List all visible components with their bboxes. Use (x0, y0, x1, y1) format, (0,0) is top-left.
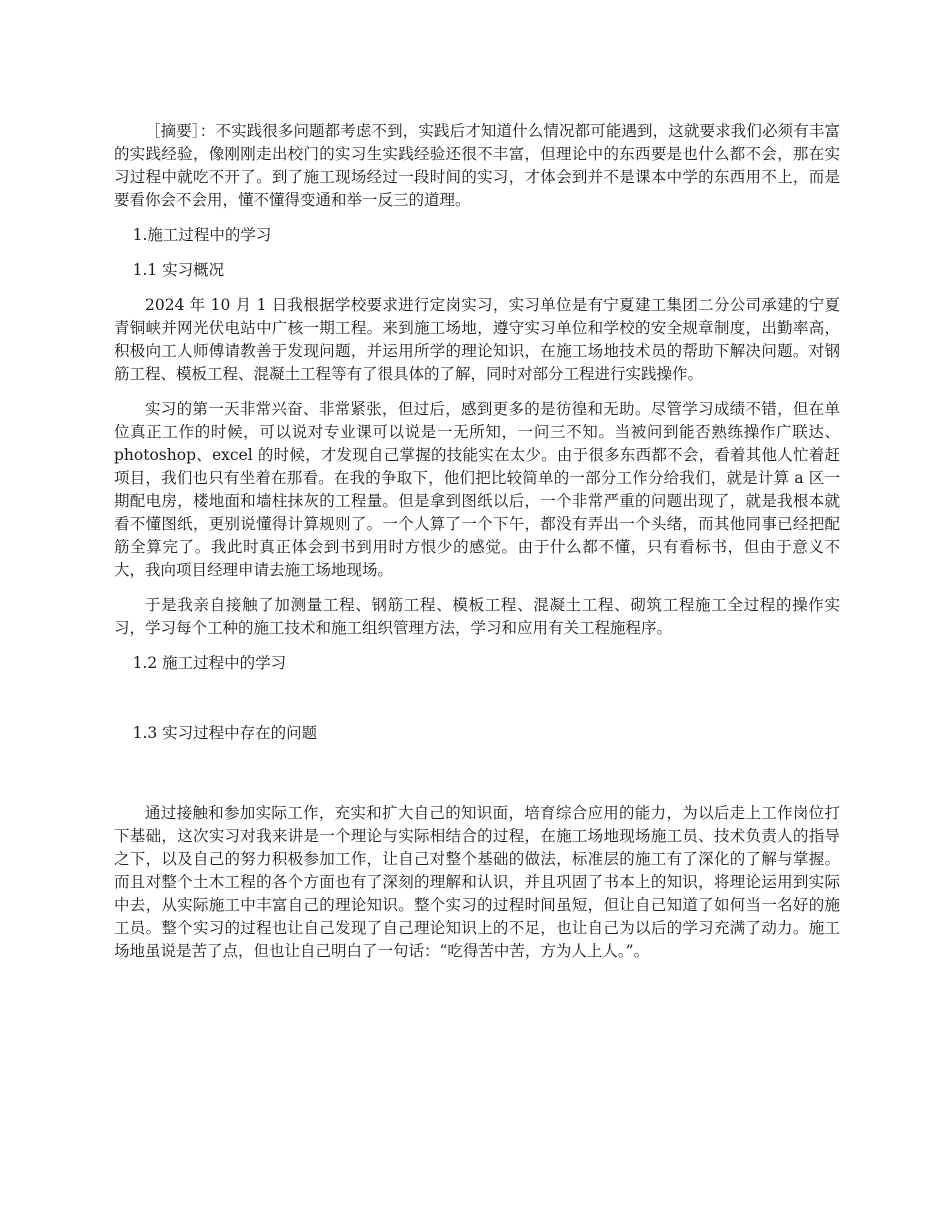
section-heading-1-3: 1.3 实习过程中存在的问题 (132, 724, 318, 742)
body-paragraph: 2024 年 10 月 1 日我根据学校要求进行定岗实习，实习单位是有宁夏建工集团二分公司承建的宁夏青铜峡并网光伏电站中广核一期工程。来到施工场地，遵守实习单位和学校的安全规章制度，出勤率高，积极向工人师傅请教善于发现问题，并运用所学的理论知识，在施工场地技术员的帮助下解决问题。对钢筋工程、模板工程、混凝土工程等有了很具体的了解，同时对部分工程进行实践操作。 (114, 296, 840, 383)
section-heading-1-1: 1.1 实习概况 (132, 261, 225, 279)
body-paragraph: 于是我亲自接触了加测量工程、钢筋工程、模板工程、混凝土工程、砌筑工程施工全过程的操作实习，学习每个工种的施工技术和施工组织管理方法，学习和应用有关工程施程序。 (114, 596, 840, 637)
body-paragraph: 实习的第一天非常兴奋、非常紧张，但过后，感到更多的是彷徨和无助。尽管学习成绩不错，但在单位真正工作的时候，可以说对专业课可以说是一无所知，一问三不知。当被问到能否熟练操作广联达、photoshop、excel 的时候，才发现自己掌握的技能实在太少。由于很多东西都不会，看着其他人忙着赶项目，我们也只有坐着在那看。在我的争取下，他们把比较简单的一部分工作分给我们，就是计算 a 区一期配电房，楼地面和墙柱抹灰的工程量。但是拿到图纸以后，一个非常严重的问题出现了，就是我根本就看不懂图纸，更别说懂得计算规则了。一个人算了一个下午，都没有弄出一个头绪，而其他同事已经把配筋全算完了。我此时真正体会到书到用时方恨少的感觉。由于什么都不懂，只有看标书，但由于意义不大，我向项目经理申请去施工场地现场。 (114, 400, 840, 579)
section-heading-1-2: 1.2 施工过程中的学习 (132, 654, 287, 672)
conclusion-paragraph: 通过接触和参加实际工作，充实和扩大自己的知识面，培育综合应用的能力，为以后走上工作岗位打下基础，这次实习对我来讲是一个理论与实际相结合的过程，在施工场地现场施工员、技术负责人的指导之下，以及自己的努力积极参加工作，让自己对整个基础的做法，标准层的施工有了深化的了解与掌握。而且对整个土木工程的各个方面也有了深刻的理解和认识，并且巩固了书本上的知识，将理论运用到实际中去，从实际施工中丰富自己的理论知识。整个实习的过程时间虽短，但让自己知道了如何当一名好的施工员。整个实习的过程也让自己发现了自己理论知识上的不足，也让自己为以后的学习充满了动力。施工场地虽说是苦了点，但也让自己明白了一句话：“吃得苦中苦，方为人上人。”。 (114, 804, 840, 960)
document-page (114, 120, 840, 975)
section-heading-1: 1.施工过程中的学习 (132, 226, 272, 244)
abstract-paragraph: ［摘要］：不实践很多问题都考虑不到，实践后才知道什么情况都可能遇到，这就要求我们必须有丰富的实践经验，像刚刚走出校门的实习生实践经验还很不丰富，但理论中的东西要是也什么都不会，那在实习过程中就吃不开了。到了施工现场经过一段时间的实习，才体会到并不是课本中学的东西用不上，而是要看你会不会用，懂不懂得变通和举一反三的道理。 (114, 122, 840, 209)
blank-space (114, 687, 840, 722)
blank-space (114, 757, 840, 802)
